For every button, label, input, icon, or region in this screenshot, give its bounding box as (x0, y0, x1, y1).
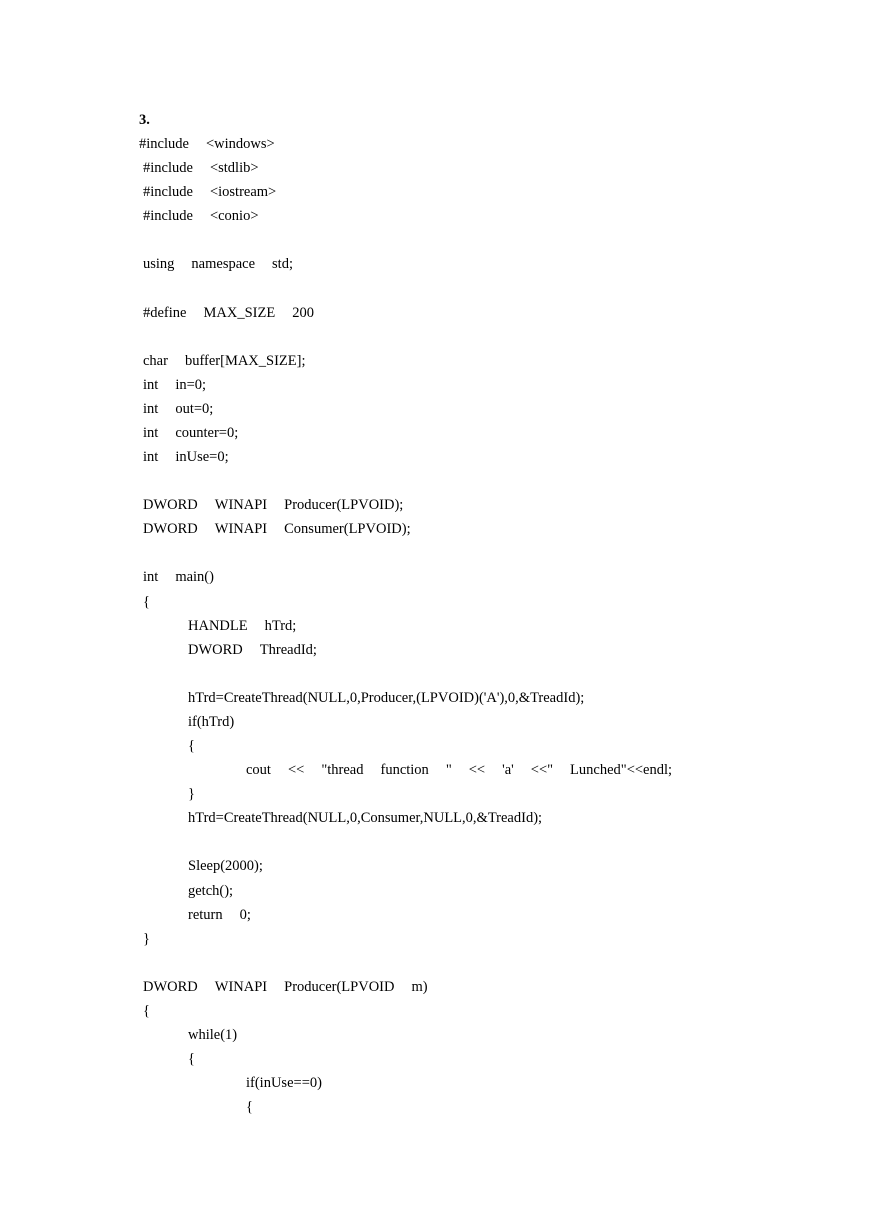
blank-line (139, 541, 839, 565)
code-token: hTrd=CreateThread(NULL,0,Consumer,NULL,0,&TreadId); (188, 810, 543, 827)
code-token: #include (143, 208, 193, 225)
code-line (139, 614, 839, 638)
code-token: in=0; (175, 376, 207, 393)
code-line (139, 565, 839, 589)
code-token: DWORD (143, 497, 198, 514)
code-token: #define (143, 304, 187, 321)
code-line (139, 301, 839, 325)
code-token: Sleep(2000); (188, 858, 263, 875)
code-token: <<" (530, 762, 554, 779)
code-line (139, 252, 839, 276)
code-line (139, 590, 839, 614)
code-line (139, 156, 839, 180)
code-token: { (143, 593, 150, 610)
code-token: } (143, 930, 150, 947)
code-token: if(inUse==0) (246, 1075, 322, 1092)
code-token: <iostream> (209, 184, 277, 201)
code-token: { (143, 1002, 150, 1019)
code-token: main() (175, 569, 214, 586)
code-token: DWORD (143, 521, 198, 538)
blank-line (139, 951, 839, 975)
blank-line (139, 325, 839, 349)
code-token: 'a' (502, 762, 514, 779)
code-line (139, 445, 839, 469)
blank-line (139, 469, 839, 493)
code-lines (139, 132, 839, 1119)
code-line (139, 686, 839, 710)
code-line (139, 421, 839, 445)
code-line (139, 734, 839, 758)
code-token: 0; (239, 906, 251, 923)
code-line (139, 710, 839, 734)
code-token: <stdlib> (209, 160, 259, 177)
code-token: << (287, 762, 305, 779)
code-listing (139, 108, 839, 1119)
code-line (139, 854, 839, 878)
code-line (139, 638, 839, 662)
code-line (139, 1047, 839, 1071)
code-token: m) (411, 978, 428, 995)
code-token: hTrd; (264, 617, 297, 634)
code-token: hTrd=CreateThread(NULL,0,Producer,(LPVOID)('A'),0,&TreadId); (188, 689, 585, 706)
code-token: cout (246, 762, 271, 779)
code-token: counter=0; (175, 425, 239, 442)
code-token: MAX_SIZE (203, 304, 276, 321)
code-token: return (188, 906, 223, 923)
code-token: <windows> (205, 136, 275, 153)
code-token: { (188, 1051, 195, 1068)
code-token: #include (139, 136, 189, 153)
code-token: { (246, 1099, 253, 1116)
code-token: int (143, 376, 159, 393)
code-token: Consumer(LPVOID); (284, 521, 411, 538)
code-token: } (188, 786, 195, 803)
code-token: DWORD (143, 978, 198, 995)
code-token: WINAPI (214, 521, 268, 538)
code-token: int (143, 425, 159, 442)
code-line (139, 975, 839, 999)
code-line (139, 1071, 839, 1095)
code-line (139, 806, 839, 830)
code-line (139, 373, 839, 397)
code-token: Lunched"<<endl; (570, 762, 673, 779)
code-token: ThreadId; (259, 641, 317, 658)
code-token: buffer[MAX_SIZE]; (184, 352, 306, 369)
code-token: out=0; (175, 400, 214, 417)
code-line (139, 1023, 839, 1047)
code-token: WINAPI (214, 978, 268, 995)
code-token: int (143, 569, 159, 586)
code-line (139, 1095, 839, 1119)
code-token: " (445, 762, 452, 779)
code-line (139, 782, 839, 806)
code-token: char (143, 352, 168, 369)
code-token: int (143, 449, 159, 466)
code-line (139, 758, 839, 782)
code-line (139, 132, 839, 156)
code-line (139, 999, 839, 1023)
code-token: while(1) (188, 1026, 238, 1043)
code-token: int (143, 400, 159, 417)
code-token: using (143, 256, 175, 273)
code-token: #include (143, 184, 193, 201)
code-line (139, 879, 839, 903)
code-token: "thread (321, 762, 364, 779)
code-token: std; (272, 256, 293, 273)
code-line (139, 204, 839, 228)
code-line (139, 397, 839, 421)
code-token: Producer(LPVOID (284, 978, 395, 995)
section-number: 3. (139, 112, 150, 128)
code-line (139, 517, 839, 541)
code-token: function (380, 762, 429, 779)
code-line (139, 927, 839, 951)
blank-line (139, 228, 839, 252)
code-token: { (188, 738, 195, 755)
code-token: << (468, 762, 486, 779)
code-token: <conio> (209, 208, 259, 225)
code-line (139, 493, 839, 517)
blank-line (139, 277, 839, 301)
code-token: Producer(LPVOID); (284, 497, 404, 514)
code-token: inUse=0; (175, 449, 229, 466)
blank-line (139, 830, 839, 854)
code-token: #include (143, 160, 193, 177)
blank-line (139, 662, 839, 686)
code-token: if(hTrd) (188, 713, 235, 730)
code-token: HANDLE (188, 617, 248, 634)
code-line (139, 180, 839, 204)
code-line (139, 903, 839, 927)
code-token: 200 (292, 304, 314, 321)
code-token: WINAPI (214, 497, 268, 514)
code-token: getch(); (188, 882, 234, 899)
code-line (139, 349, 839, 373)
code-token: namespace (191, 256, 256, 273)
code-token: DWORD (188, 641, 243, 658)
